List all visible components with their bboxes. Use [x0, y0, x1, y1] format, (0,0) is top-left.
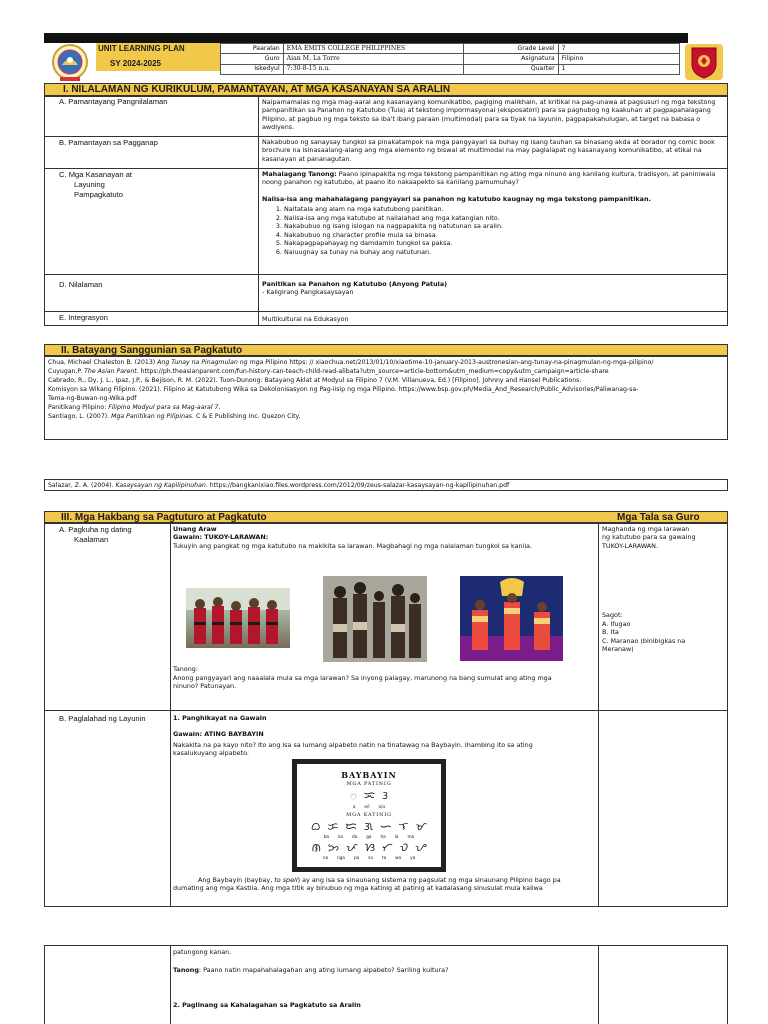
row-text-e: Multikultural na Edukasyon: [262, 315, 349, 323]
school-seal-icon: [48, 43, 92, 83]
row-label-d: D. Nilalaman: [59, 280, 103, 289]
info-row: [221, 64, 680, 74]
baybayin-sound: pa: [353, 855, 360, 861]
reference-text: Santiago, L. (2007).: [48, 412, 112, 420]
row-label-c: [59, 170, 249, 200]
baybayin-glyph: ᜃ: [327, 819, 339, 833]
baybayin-sound: ga: [366, 834, 372, 840]
note-line: ng katutubo para sa gawaing: [602, 533, 696, 542]
baybayin-vowel-sounds: [297, 804, 441, 810]
reference-item: [48, 368, 724, 377]
list-item: 4. Nakabubuo ng character profile mula sa binasa.: [284, 231, 722, 239]
question-label: Tanong:: [173, 665, 198, 674]
reference-title: Ang Tunay na Pinagmulan ng mga: [157, 359, 264, 366]
question-text: : Paano natin mapahahalagahan ang ating lumang alpabeto? Sariling kultura?: [198, 966, 449, 975]
step-content-b-continued: [173, 948, 595, 1009]
question: [173, 966, 595, 974]
maranao-photo: [460, 576, 563, 661]
baybayin-vowel-glyphs: [297, 789, 441, 804]
section-1-header: I. NILALAMAN NG KURIKULUM, PAMANTAYAN, AT MGA KASANAYAN SA ARALIN: [44, 83, 728, 96]
row-text-b: Nakabubuo ng sanaysay tungkol sa pinakatampok na mga pangyayari sa buhay ng isang tauhan sa binasang akda at borador ng comic book brochure na isinasaalang-alang ang mga elemento ng biswal at multimodal na may paglalapat ng kasanayang komunikatibo, at etikal na kasanayan at pananagutan.: [262, 138, 715, 163]
answer-item: Meranaw): [602, 645, 634, 654]
section-2-header: II. Batayang Sanggunian sa Pagkatuto: [44, 344, 728, 356]
baybayin-glyph: ᜉ: [346, 840, 358, 854]
reference-text: Pilipino https: // xiaochua.net/2013/01/10/xiaotime-10-january-2013-austronesian-ang-tunay-na-pinagmulan-ng-mga-pilipino/: [263, 359, 654, 366]
reference-text: . https://bangkanixiao.files.wordpress.com/2012/09/zeus-salazar-kasaysayan-ng-kapilipinuhan.pdf: [205, 482, 510, 489]
continued-text: patungong kanan.: [173, 948, 232, 956]
info-label: Quarter: [463, 64, 558, 74]
extra-reference: [44, 479, 728, 491]
baybayin-description-cont: dumating ang mga Kastila. Ang mga titik ay binubuo ng mga katinig at patinig at kadalasang sinusulat mula kaliwa: [173, 884, 543, 893]
content-title: Panitikan sa Panahon ng Katutubo (Anyong Patula): [262, 280, 448, 288]
reference-item: [48, 413, 724, 422]
info-label: Grade Level: [463, 44, 558, 54]
baybayin-row2-glyphs: [297, 841, 441, 856]
school-year: SY 2024-2025: [110, 59, 162, 68]
baybayin-glyph: ᜅ: [327, 840, 340, 854]
baybayin-sound: wa: [395, 855, 402, 861]
info-value: Filipino: [558, 54, 679, 64]
question-label: Tanong: [173, 966, 199, 975]
activity-title: Gawain: ATING BAYBAYIN: [173, 730, 264, 739]
baybayin-sound: ma: [407, 834, 415, 840]
table-row: [45, 169, 727, 275]
baybayin-glyph: ᜎ: [398, 819, 409, 833]
desc-italic: to spell: [274, 875, 298, 884]
table-row: [45, 312, 727, 327]
note-line: Maghanda ng mga larawan: [602, 525, 690, 533]
procedure-table-continued: [44, 945, 728, 1024]
reference-text: Salazar, Z. A. (2004).: [48, 482, 116, 489]
info-row: [221, 54, 680, 64]
reference-text: . https://ph.theasianparent.com/fun-history-can-teach-child-read-alibata?utm_source=article-bottom&utm_medium=copy&utm_campaign=article-share: [136, 367, 609, 375]
activity-text: Nakakita na pa kayo nito? Ito ang isa sa lumang alpabeto natin na tinatawag na Baybayin. Ihambing ito sa ating: [173, 740, 533, 749]
baybayin-vowels-label: MGA PATINIG: [346, 780, 392, 787]
answer-label: Sagot:: [602, 611, 623, 620]
info-value: 1: [558, 64, 679, 74]
reference-title: Filipino Modyul para sa Mag-aaral 7: [108, 403, 219, 411]
baybayin-sound: ha: [380, 834, 386, 840]
info-value: Aian M. La Torre: [283, 54, 463, 64]
baybayin-sound: da: [352, 834, 358, 840]
note-line: TUKOY-LARAWAN.: [602, 541, 658, 550]
table-row: [45, 97, 727, 137]
activity-text: kasalukuyang alpabeto.: [173, 749, 249, 758]
plan-title: UNIT LEARNING PLAN: [98, 44, 185, 53]
references-list: [44, 356, 728, 440]
baybayin-row1-glyphs: [297, 820, 441, 835]
reference-item: Cabrado, R., Dy, J. L., Ipaz, J.P., & Bejison, R. M. (2022). Tuon-Dunong: Batayang Aklat at Modyul sa Filipino 7 (V.M. Villanueva, Ed.) [Filipino]. Johnny and Hansel Publications.: [48, 376, 582, 384]
info-value: 7: [558, 44, 679, 54]
table-row: [45, 275, 727, 312]
baybayin-glyph: ᜋ: [415, 819, 427, 833]
baybayin-title: BAYBAYIN: [341, 770, 397, 780]
baybayin-glyph: ᜏ: [399, 840, 409, 854]
baybayin-sound: sa: [368, 855, 373, 861]
answer-item: C. Maranao (binibigkas na: [602, 636, 686, 645]
baybayin-row1-sounds: [297, 834, 441, 840]
baybayin-sound: ya: [410, 855, 416, 861]
curriculum-table: [44, 96, 728, 326]
baybayin-description: [173, 876, 595, 884]
reference-item: [48, 404, 724, 413]
day-label: Unang Araw: [173, 525, 217, 533]
baybayin-glyph: ᜂ: [382, 789, 388, 803]
reference-text: Cuyugan,P.: [48, 367, 85, 375]
list-item: 6. Naiuugnay sa tunay na buhay ang natutunan.: [284, 248, 722, 256]
row-label-a: A. Pamantayang Pangnilalaman: [59, 97, 168, 106]
baybayin-sound: ka: [338, 834, 344, 840]
baybayin-sound: na: [322, 855, 329, 861]
row-label-e: E. Integrasyon: [59, 313, 108, 322]
baybayin-glyph: ᜇ: [345, 819, 357, 833]
row-text-a: Naipamamalas ng mga mag-aaral ang kasanayang komunikatibo, pagiging malikhain, at kritikal na pag-unawa at pagsusuri ng mga tekstong pampanitikan sa Panahon ng Katutubo (Tula) at tekstong impormasyonal (eksposatori) para sa paghubog ng kaakuhan at pagpapahalagang Pilipino, at pagbuo ng mga teksto sa iba't ibang paraan (multimodal) para sa tiyak na layunin, pagpapakahulugan, at target na babasa o awdiyens.: [262, 98, 716, 132]
baybayin-row2-sounds: [297, 855, 441, 861]
baybayin-sound: ba: [323, 834, 330, 840]
reference-title: Kasaysayan ng Kapilipinuhan: [115, 482, 206, 489]
reference-title: Mga Panitikan ng Pilipinas: [111, 412, 193, 420]
info-value: 7:30-8-15 n.u.: [283, 64, 463, 74]
shield-crest-icon: [682, 42, 726, 82]
row-label-c-line: C. Mga Kasanayan at: [59, 170, 133, 179]
info-value: EMA EMITS COLLEGE PHILIPPINES: [283, 44, 463, 54]
reference-item: Komisyon sa Wikang Filipino. (2021). Filipino at Katutubong Wika sa Dekolonisasyon ng Pag-iisip ng mga Pilipino. https://www.bsp.gov.ph/Media_And_Research/Public_Advisories/Paliwanag-sa-: [48, 385, 639, 393]
baybayin-glyph: ᜄ: [363, 819, 373, 833]
info-label: Asignatura: [463, 54, 558, 64]
table-row: [45, 137, 727, 169]
info-row: [221, 44, 680, 54]
competency-intro: Naiisa-isa ang mahahalagang pangyayari sa panahon ng katutubo kaugnay ng mga tekstong pampanitikan.: [262, 194, 651, 203]
baybayin-glyph: ᜌ: [415, 840, 427, 854]
answer-item: A. Ifugao: [602, 619, 631, 628]
essential-question-text: Paano ipinapakita ng mga tekstong pampanitikan ng ating mga ninuno ang kanilang kultura, tradisyon, at paniniwala noong panahon ng katutubo, at paano ito nakaapekto sa kanilang pamumuhay?: [262, 170, 716, 187]
baybayin-sound: e/i: [364, 803, 370, 809]
answer-item: B. Ita: [602, 628, 619, 637]
teacher-notes-title: Mga Tala sa Guro: [617, 512, 700, 523]
step-label-b: B. Paglalahad ng Layunin: [59, 714, 146, 723]
row-label-b: B. Pamantayan sa Pagganap: [59, 138, 158, 147]
teacher-notes-a: [602, 525, 726, 711]
content-subtitle: - Kaligirang Pangkasaysayan: [262, 288, 354, 297]
reference-text: . C & E Publishing Inc. Quezon City.: [192, 412, 301, 420]
column-divider: [170, 946, 171, 1024]
desc-text: ) ay ang isa sa sinaunang sistema ng pagsulat ng mga sinaunang Pilipino bago pa: [297, 875, 561, 884]
section-3-title: III. Mga Hakbang sa Pagtuturo at Pagkatuto: [61, 512, 267, 523]
baybayin-glyph: ᜑ: [380, 819, 392, 833]
objectives-list: [262, 205, 722, 256]
ifugao-photo: [186, 588, 290, 648]
column-divider: [598, 946, 599, 1024]
info-label: Paaralan: [221, 44, 284, 54]
row-text-c: [262, 170, 722, 275]
row-label-c-line: Layuning: [74, 180, 105, 190]
list-item: 5. Nakapagpapahayag ng damdamin tungkol sa paksa.: [284, 239, 722, 247]
desc-text: Ang Baybayin (baybay,: [198, 875, 275, 884]
reference-text: .: [218, 403, 221, 411]
plan-info-table: [220, 43, 680, 75]
baybayin-sound: ta: [381, 855, 387, 861]
list-item: 1. Naitatala ang alam na mga katutubong panitikan.: [284, 205, 722, 213]
essential-question: [262, 170, 722, 187]
sub-step-title: 2. Paglinang sa Kahalagahan sa Pagkatuto sa Aralin: [173, 1000, 361, 1009]
question-text: Anong pangyayari ang naaalala mula sa mga larawan? Sa inyong palagay, marunong na bang sumulat ang ating mga ninuno? Patunayan.: [173, 673, 552, 691]
ita-photo: [323, 576, 427, 662]
baybayin-glyph: ᜐ: [364, 840, 375, 854]
info-label: Iskedyul: [221, 64, 284, 74]
info-label: Guro: [221, 54, 284, 64]
sub-step-title: 1. Panghikayat na Gawain: [173, 714, 267, 722]
baybayin-glyph: ᜆ: [381, 840, 393, 854]
baybayin-chart: [292, 759, 446, 872]
essential-question-label: Mahalagang Tanong:: [262, 170, 337, 178]
reference-text: Panitikang Pilipino:: [48, 403, 109, 411]
reference-item: [48, 359, 724, 368]
activity-title: Gawain: TUKOY-LARAWAN:: [173, 533, 269, 542]
row-label-c-line: Pampagkatuto: [74, 190, 123, 200]
step-label-line: A. Pagkuha ng dating: [59, 525, 132, 534]
baybayin-sound: a: [352, 803, 356, 809]
reference-item: Tema-ng-Buwan-ng-Wika.pdf: [48, 394, 137, 402]
step-label-line: Kaalaman: [74, 535, 109, 545]
activity-instruction: Tukuyin ang pangkat ng mga katutubo na makikita sa larawan. Magbahagi ng mga nalalaman tungkol sa kanila.: [173, 541, 533, 550]
baybayin-sound: o/u: [378, 803, 386, 809]
top-black-band: [44, 33, 688, 43]
list-item: 3. Nakabubuo ng isang islogan na nagpapakita ng natutunan sa aralin.: [284, 222, 722, 230]
baybayin-sound: nga: [337, 855, 345, 861]
list-item: 2. Naiisa-isa ang mga katutubo at nailalahad ang mga katangian nito.: [284, 214, 722, 222]
question: [173, 665, 595, 690]
baybayin-glyph: ᜈ: [311, 840, 321, 854]
baybayin-sound: la: [394, 834, 399, 840]
baybayin-glyph: ᜁ: [363, 789, 376, 803]
reference-text: Chua, Michael Chaleston B. (2013): [48, 359, 158, 366]
step-label-a: [59, 525, 169, 711]
baybayin-consonants-label: MGA KATINIG: [346, 812, 392, 819]
reference-title: The Asian Parent: [84, 367, 137, 375]
section-3-header: [44, 511, 728, 523]
plan-title-box: [96, 43, 220, 71]
baybayin-glyph: ᜀ: [350, 789, 357, 803]
row-text-d: [262, 280, 722, 316]
baybayin-glyph: ᜊ: [311, 819, 321, 833]
